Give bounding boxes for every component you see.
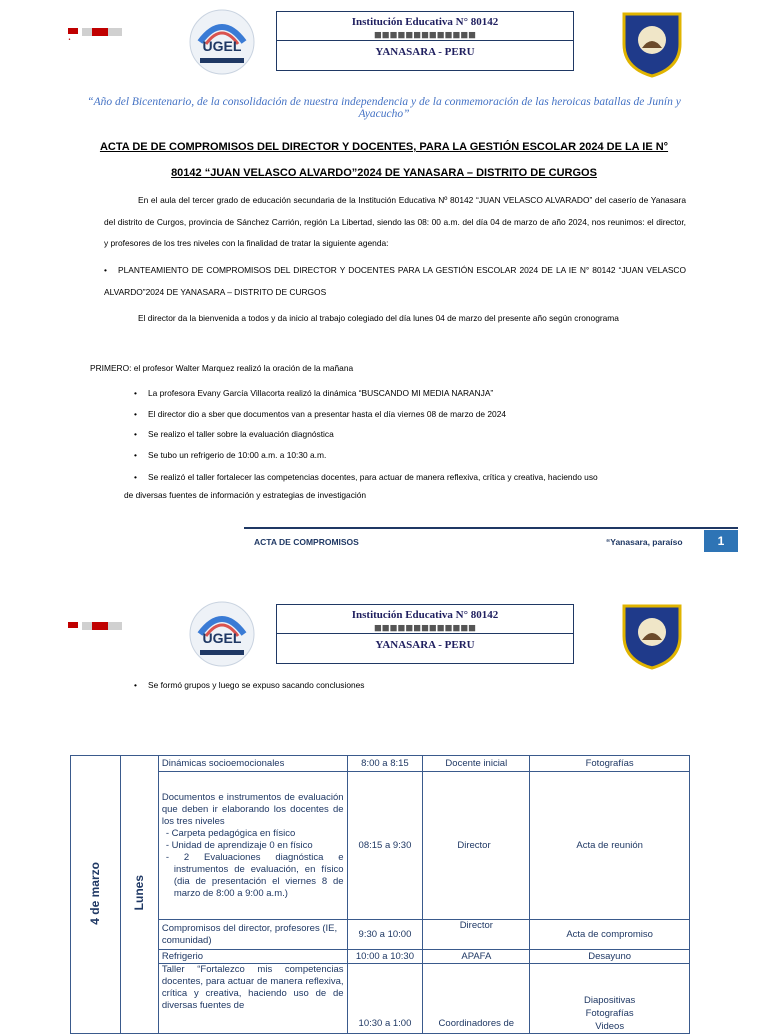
- time-cell: 8:00 a 8:15: [347, 756, 423, 772]
- list-item-last-cont: de diversas fuentes de información y estrategias de investigación: [124, 490, 367, 500]
- ugel-label: UGEL: [202, 38, 242, 54]
- day-cell: [120, 756, 158, 1034]
- evidence-cell: Acta de reunión: [530, 772, 690, 920]
- institution-location: YANASARA - PERU: [375, 639, 475, 651]
- list-item: • Se realizo el taller sobre la evaluación diagnóstica: [134, 429, 334, 439]
- bullet-icon: •: [134, 408, 137, 419]
- evidence-cell: Acta de compromiso: [530, 920, 690, 950]
- bullet-icon: •: [134, 449, 137, 460]
- date-label: 4 de marzo: [88, 861, 103, 925]
- responsible-cell: Director: [423, 772, 530, 920]
- svg-text:•: •: [68, 37, 71, 43]
- responsible-cell: Coordinadores de: [423, 964, 530, 1034]
- activity-cell: Taller “Fortalezco mis competencias docentes, para actuar de manera reflexiva, crítica y creativa, haciendo uso de de diversas fuentes de: [158, 964, 347, 1034]
- time-cell: 10:00 a 10:30: [347, 950, 423, 964]
- evidence-cell: Diapositivas Fotografías Videos: [530, 964, 690, 1034]
- table-row: [71, 920, 690, 950]
- time-cell: 10:30 a 1:00: [347, 964, 423, 1034]
- activity-cell: Dinámicas socioemocionales: [158, 756, 347, 772]
- agenda-text: PLANTEAMIENTO DE COMPROMISOS DEL DIRECTOR Y DOCENTES PARA LA GESTIÓN ESCOLAR 2024 DE LA IE N° 80142 “JUAN VELASCO ALVARDO”2024 DE YANASARA – DISTRITO DE CURGOS: [104, 265, 686, 297]
- evidence-cell: Desayuno: [530, 950, 690, 964]
- intro-paragraph: [104, 190, 686, 255]
- ugel-label: UGEL: [202, 630, 242, 646]
- intro-text: En el aula del tercer grado de educación secundaria de la Institución Educativa Nº 80142 “JUAN VELASCO ALVARADO” del caserío de Yanasara del distrito de Curgos, provincia de Sánchez Carrión, región La Libertad, siendo las 08: 00 a.m. del día 04 de marzo de año 2024, nos reunimos: el director, y profesores de los tres niveles con la finalidad de tratar la siguiente agenda:: [104, 195, 686, 248]
- activity-cell: Refrigerio: [158, 950, 347, 964]
- institution-header-box: [276, 604, 574, 664]
- institution-location: YANASARA - PERU: [375, 46, 475, 58]
- footer-right: “Yanasara, paraíso: [606, 537, 683, 547]
- document-title-line2: 80142 “JUAN VELASCO ALVARDO”2024 DE YANASARA – DISTRITO DE CURGOS: [171, 167, 597, 179]
- table-row: [71, 756, 690, 772]
- header-overlap-text: ■■■■■■■■■■■■■: [373, 27, 477, 42]
- list-item: - Carpeta pedagógica en físico: [174, 828, 344, 840]
- list-item: • La profesora Evany García Villacorta realizó la dinámica “BUSCANDO MI MEDIA NARANJA”: [134, 388, 494, 398]
- activity-cell: Compromisos del director, profesores (IE, comunidad): [158, 920, 347, 950]
- activities-list: [134, 386, 694, 468]
- day-label: Lunes: [132, 875, 147, 911]
- bullet-icon: •: [134, 680, 137, 690]
- footer-left: ACTA DE COMPROMISOS: [254, 537, 359, 547]
- schedule-table: [70, 755, 690, 1034]
- page-number: 1: [704, 530, 738, 552]
- bullet-icon: •: [104, 265, 107, 275]
- list-item: • Se tubo un refrigerio de 10:00 a.m. a 10:30 a.m.: [134, 449, 327, 460]
- welcome-text: El director da la bienvenida a todos y da inicio al trabajo colegiado del día lunes 04 de marzo del presente año según cronograma: [138, 313, 619, 323]
- header-overlap-text: ■■■■■■■■■■■■■: [373, 620, 477, 635]
- school-crest: [620, 8, 684, 83]
- school-crest: [620, 600, 684, 675]
- page-footer: [244, 527, 738, 529]
- agenda-paragraph: [104, 260, 686, 303]
- list-item: - 2 Evaluaciones diagnóstica e instrumentos de evaluación, en físico (dia de presentación el viernes 8 de marzo de 8:00 a 9:00 a.m.): [174, 852, 344, 900]
- responsible-cell: APAFA: [423, 950, 530, 964]
- year-motto: “Año del Bicentenario, de la consolidación de nuestra independencia y de la conmemoración de las heroicas batallas de Junín y Ayacucho”: [87, 96, 681, 120]
- list-item: • Se formó grupos y luego se expuso sacando conclusiones: [134, 680, 365, 690]
- bullet-icon: •: [134, 472, 137, 482]
- responsible-cell: Docente inicial: [423, 756, 530, 772]
- responsible-cell: Director: [423, 920, 530, 950]
- table-row: [71, 772, 690, 920]
- bullet-icon: •: [134, 429, 137, 439]
- primero-line: PRIMERO: el profesor Walter Marquez realizó la oración de la mañana: [90, 363, 354, 373]
- ugel-logo: [186, 8, 258, 81]
- table-row: [71, 950, 690, 964]
- minedu-logo: [68, 620, 124, 641]
- institution-name: Institución Educativa N° 80142: [351, 609, 499, 621]
- list-item-last: • Se realizó el taller fortalecer las competencias docentes, para actuar de manera reflexiva, crítica y creativa, haciendo uso: [134, 472, 598, 482]
- time-cell: 08:15 a 9:30: [347, 772, 423, 920]
- list-item: • El director dio a sber que documentos van a presentar hasta el día viernes 08 de marzo de 2024: [134, 408, 507, 419]
- table-row: [71, 964, 690, 1034]
- welcome-paragraph: [104, 308, 686, 330]
- institution-header-box: [276, 11, 574, 71]
- minedu-logo: [68, 26, 124, 47]
- evidence-cell: Fotografías: [530, 756, 690, 772]
- activity-cell: Documentos e instrumentos de evaluación que deben ir elaborando los docentes de los tres niveles - Carpeta pedagógica en físico - Unidad de aprendizaje 0 en físico - 2 Evaluaciones diagnóstica e instrumentos de evaluación, en físico (dia de presentación el viernes 8 de marzo de 8:00 a 9:00 a.m.): [158, 772, 347, 920]
- date-cell: [71, 756, 121, 1034]
- institution-name: Institución Educativa N° 80142: [351, 16, 499, 28]
- document-title-line1: ACTA DE DE COMPROMISOS DEL DIRECTOR Y DOCENTES, PARA LA GESTIÓN ESCOLAR 2024 DE LA IE N°: [99, 141, 669, 153]
- ugel-logo: [186, 600, 258, 673]
- bullet-icon: •: [134, 388, 137, 398]
- time-cell: 9:30 a 10:00: [347, 920, 423, 950]
- list-item: - Unidad de aprendizaje 0 en físico: [174, 840, 344, 852]
